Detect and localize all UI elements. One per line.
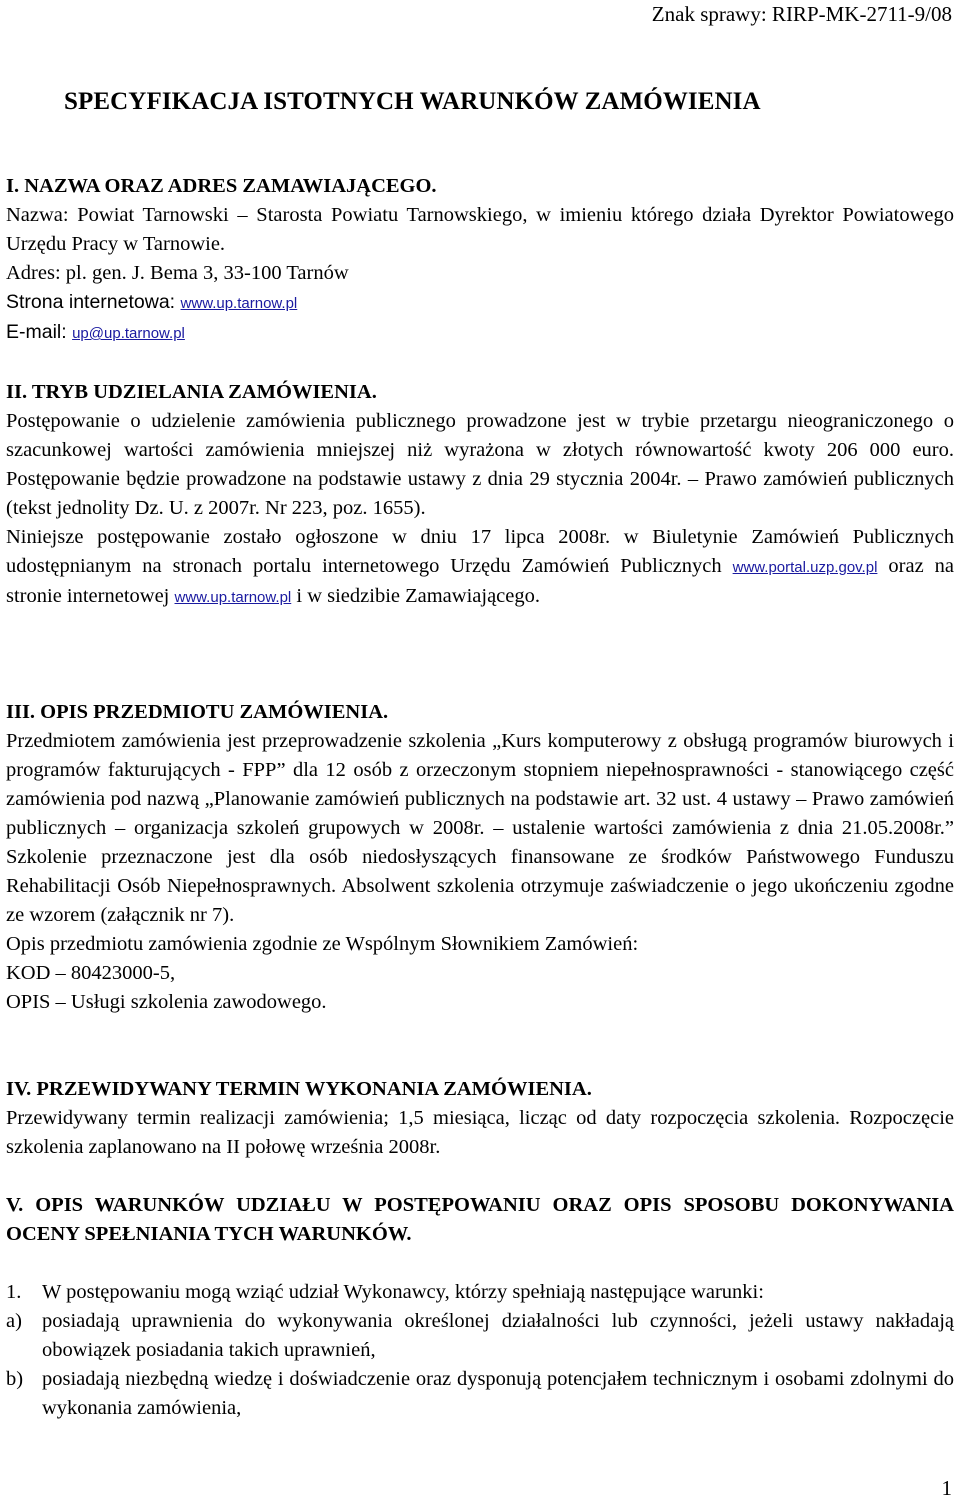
page-number: 1	[941, 1476, 952, 1500]
section-4-heading: IV. PRZEWIDYWANY TERMIN WYKONANIA ZAMÓWIENIA.	[6, 1078, 592, 1100]
announcement-text: Niniejsze postępowanie zostało ogłoszone w dniu 17 lipca 2008r. w Biuletynie Zamówień Publicznych udostępnianym na stronach portalu internetowego Urzędu Zamówień Publicznych	[6, 526, 954, 577]
list-marker: a)	[6, 1310, 22, 1332]
cpv-description: OPIS – Usługi szkolenia zawodowego.	[6, 991, 327, 1013]
website-label: Strona internetowa:	[6, 291, 181, 313]
list-marker: b)	[6, 1368, 24, 1390]
list-item-1	[6, 1278, 954, 1307]
list-item-text: W postępowaniu mogą wziąć udział Wykonawcy, którzy spełniają następujące warunki:	[42, 1281, 764, 1303]
list-item-text: posiadają niezbędną wiedzę i doświadczenie oraz dysponują potencjałem technicznym i osobami zdolnymi do wykonania zamówienia,	[42, 1368, 954, 1419]
announcement-paragraph	[6, 523, 954, 612]
list-item-a	[6, 1307, 954, 1365]
announcement-text-2: oraz na stronie internetowej	[6, 555, 954, 607]
section-4	[6, 1075, 954, 1162]
section-5-heading: V. OPIS WARUNKÓW UDZIAŁU W POSTĘPOWANIU ORAZ OPIS SPOSOBU DOKONYWANIA OCENY SPEŁNIANIA TYCH WARUNKÓW.	[6, 1194, 954, 1245]
section-2	[6, 378, 954, 612]
email-label: E-mail:	[6, 321, 73, 343]
list-item-text: posiadają uprawnienia do wykonywania określonej działalności lub czynności, jeżeli ustawy nakładają obowiązek posiadania takich uprawnień,	[42, 1310, 954, 1361]
website-line	[6, 288, 954, 318]
document-title: SPECYFIKACJA ISTOTNYCH WARUNKÓW ZAMÓWIENIA	[64, 88, 761, 115]
uzp-portal-link[interactable]: www.portal.uzp.gov.pl	[732, 559, 878, 576]
list-item-b	[6, 1365, 954, 1423]
procedure-paragraph	[6, 407, 954, 523]
section-3	[6, 698, 954, 1017]
section-2-heading: II. TRYB UDZIELANIA ZAMÓWIENIA.	[6, 381, 377, 403]
orderer-address: Adres: pl. gen. J. Bema 3, 33-100 Tarnów	[6, 262, 349, 284]
deadline-paragraph: Przewidywany termin realizacji zamówienia; 1,5 miesiąca, licząc od daty rozpoczęcia szkolenia. Rozpoczęcie szkolenia zaplanowano na II połowę września 2008r.	[6, 1107, 954, 1158]
announcement-text-3: i w siedzibie Zamawiającego.	[291, 585, 540, 607]
section-5	[6, 1191, 954, 1423]
orderer-name: Nazwa: Powiat Tarnowski – Starosta Powiatu Tarnowskiego, w imieniu którego działa Dyrektor Powiatowego Urzędu Pracy w Tarnowie.	[6, 204, 954, 255]
procedure-text: Postępowanie o udzielenie zamówienia publicznego prowadzone jest w trybie przetargu nieograniczonego o szacunkowej wartości zamówienia mniejszej niż wyrażona w złotych równowartość kwoty 206 000 euro.	[6, 410, 954, 461]
subject-paragraph: Przedmiotem zamówienia jest przeprowadzenie szkolenia „Kurs komputerowy z obsługą programów biurowych i programów fakturujących - FPP” dla 12 osób z orzeczonym stopniem niepełnosprawności - stanowiącego część zamówienia pod nazwą „Planowanie zamówień publicznych na podstawie art. 32 ust. 4 ustawy – Prawo zamówień publicznych – organizacja szkoleń grupowych w 2008r. – ustalenie wartości zamówienia z dnia 21.05.2008r.” Szkolenie przeznaczone jest dla osób niedosłyszących finansowane ze środków Państwowego Funduszu Rehabilitacji Osób Niepełnosprawnych. Absolwent szkolenia otrzymuje zaświadczenie o jego ukończeniu zgodne ze wzorem (załącznik nr 7).	[6, 730, 954, 926]
case-number: Znak sprawy: RIRP-MK-2711-9/08	[651, 2, 952, 26]
email-line	[6, 318, 954, 348]
website-link[interactable]: www.up.tarnow.pl	[180, 295, 298, 312]
section-1-heading: I. NAZWA ORAZ ADRES ZAMAWIAJĄCEGO.	[6, 175, 437, 197]
cpv-code: KOD – 80423000-5,	[6, 962, 176, 984]
legal-basis-text: Postępowanie będzie prowadzone na podstawie ustawy z dnia 29 stycznia 2004r. – Prawo zamówień publicznych (tekst jednolity Dz. U. z 2007r. Nr 223, poz. 1655).	[6, 468, 954, 519]
pup-website-link[interactable]: www.up.tarnow.pl	[174, 589, 292, 606]
section-1	[6, 172, 954, 348]
cpv-intro: Opis przedmiotu zamówienia zgodnie ze Wspólnym Słownikiem Zamówień:	[6, 933, 639, 955]
section-3-heading: III. OPIS PRZEDMIOTU ZAMÓWIENIA.	[6, 701, 389, 723]
list-marker: 1.	[6, 1281, 22, 1303]
email-link[interactable]: up@up.tarnow.pl	[72, 325, 185, 342]
